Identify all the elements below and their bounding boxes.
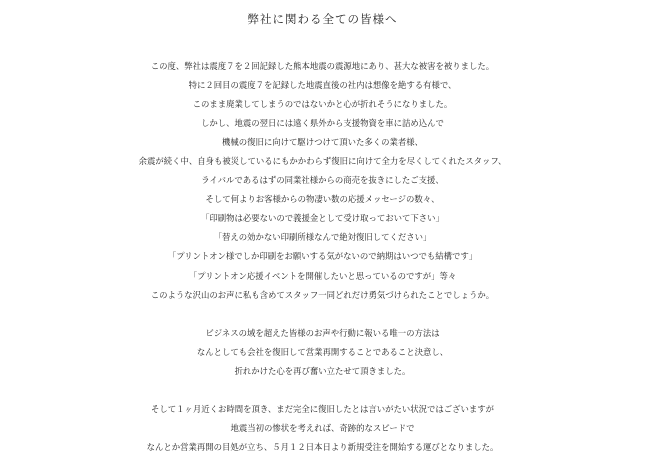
text-line: このような沢山のお声に私も含めてスタッフ一同どれだけ勇気づけられたことでしょうか。 xyxy=(150,289,495,300)
paragraph-gap xyxy=(0,305,645,324)
text-line: ビジネスの域を超えた皆様のお声や行動に報いる唯一の方法は xyxy=(205,327,440,338)
text-line: なんとしても会社を復旧して営業再開することであること決意し、 xyxy=(196,346,449,357)
text-line: 余震が続く中、自身も被災しているにもかかわらず復旧に向けて全力を尽くしてくれたスタッフ、 xyxy=(138,156,507,167)
quote-line: 「プリントオン様でしか印刷をお願いする気がないので納期はいつでも結構です」 xyxy=(167,251,478,262)
text-line: そして何よりお客様からの物凄い数の応援メッセージの数々、 xyxy=(205,194,440,205)
text-line: そして１ヶ月近くお時間を頂き、まだ完全に復旧したとは言いがたい状況ではございますが xyxy=(150,403,495,414)
text-line: この度、弊社は震度７を２回記録した熊本地震の震源地にあり、甚大な被害を被りました。 xyxy=(150,61,495,71)
page-title: 弊社に関わる全ての皆様へ xyxy=(247,12,398,26)
quote-line: 「印刷物は必要ないので義援金として受け取っておいて下さい」 xyxy=(201,213,444,224)
text-line: なんとか営業再開の目処が立ち、５月１２日本日より新規受注を開始する運びとなりました。 xyxy=(146,441,499,452)
letter-body xyxy=(0,57,645,457)
text-line: しかし、地震の翌日には遠く県外から支援物資を車に詰め込んで xyxy=(201,118,444,129)
paragraph-2 xyxy=(0,324,645,381)
text-line: 機械の復旧に向けて駆けつけて頂いた多くの業者様、 xyxy=(222,137,423,148)
text-line: 特に２回目の震度７を記録した地震直後の社内は想像を絶する有様で、 xyxy=(188,80,457,91)
paragraph-gap xyxy=(0,381,645,400)
text-line: このまま廃業してしまうのではないかと心が折れそうになりました。 xyxy=(192,99,453,110)
quote-line: 「替えの効かない印刷所様なんで絶対復旧してください」 xyxy=(213,232,432,243)
paragraph-3 xyxy=(0,400,645,457)
text-line: ライバルであるはずの同業社様からの商売を抜きにしたご支援、 xyxy=(201,175,444,186)
quote-line: 「プリントオン応援イベントを開催したいと思っているのですが」等々 xyxy=(188,270,457,281)
text-line: 地震当初の惨状を考えれば、奇跡的なスピードで xyxy=(230,422,415,433)
text-line: 折れかけた心を再び奮い立たせて頂きました。 xyxy=(234,365,411,376)
paragraph-1 xyxy=(0,57,645,305)
